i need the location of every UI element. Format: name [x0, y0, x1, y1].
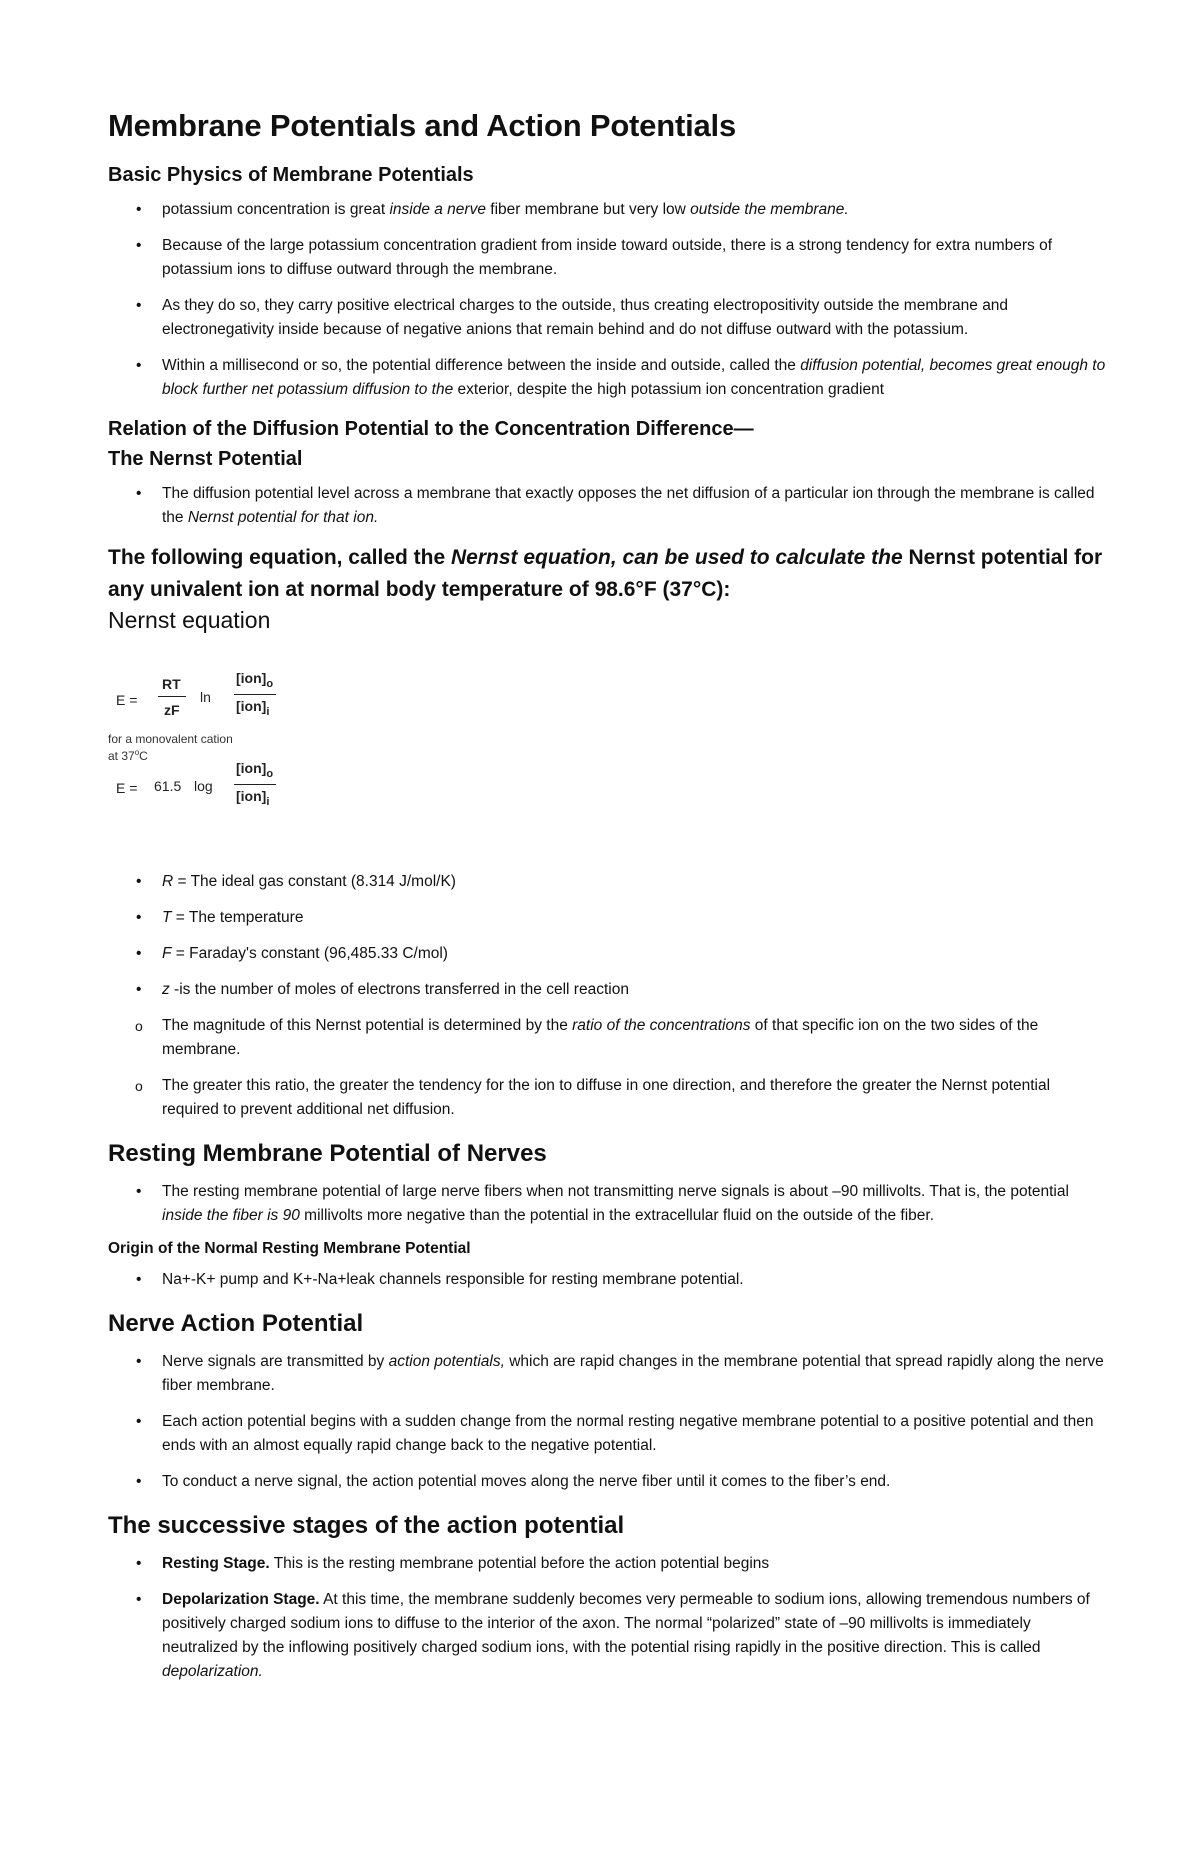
equation-e-label: E = [116, 692, 138, 708]
bullet-marker: • [136, 1183, 142, 1200]
section-heading-basic-physics: Basic Physics of Membrane Potentials [108, 164, 474, 186]
list-item: • R = The ideal gas constant (8.314 J/mol/K) [108, 870, 1108, 894]
list-item: • Depolarization Stage. At this time, the membrane suddenly becomes very permeable to sodium ions, allowing tremendous numbers of positively charged sodium ions to diffuse to the interior of the axon. The normal “polarized” state of –90 millivolts is immediately neutralized by the inflowing positively charged sodium ions, with the potential rising rapidly in the positive direction. This is called depolarization. [108, 1588, 1108, 1684]
bullet-marker: • [136, 1591, 142, 1608]
bullet-marker: • [136, 237, 142, 254]
list-item: • T = The temperature [108, 906, 1108, 930]
bullet-marker: • [136, 1353, 142, 1370]
equation-numerator-rt: RT [162, 676, 181, 692]
variable-definitions [108, 870, 1108, 1122]
bullet-list-origin [108, 1268, 1108, 1292]
equation-ion-outside: $[ion]_o$ [236, 670, 274, 690]
list-item: • To conduct a nerve signal, the action potential moves along the nerve fiber until it comes to the fiber’s end. [108, 1470, 1108, 1494]
list-item: • Each action potential begins with a sudden change from the normal resting negative membrane potential to a positive potential and then ends with an almost equally rapid change back to the negative potential. [108, 1410, 1108, 1458]
fraction-bar [234, 784, 276, 785]
document-title: Membrane Potentials and Action Potentials [108, 108, 736, 143]
list-item: o The magnitude of this Nernst potential is determined by the ratio of the concentrations of that specific ion on the two sides of the membrane. [108, 1014, 1108, 1062]
equation-ion-outside: $[ion]_o$ [236, 760, 274, 780]
circle-bullet-marker: o [135, 1078, 143, 1094]
list-item: • potassium concentration is great inside a nerve fiber membrane but very low outside the membrane. [108, 198, 1108, 222]
bullet-marker: • [136, 1473, 142, 1490]
section-heading-nernst: Relation of the Diffusion Potential to the Concentration Difference— The Nernst Potential [108, 418, 754, 470]
fraction-bar [234, 694, 276, 695]
bullet-list-stages [108, 1552, 1108, 1684]
equation-ln: ln [200, 689, 211, 705]
bullet-marker: • [136, 873, 142, 890]
bullet-list-resting [108, 1180, 1108, 1228]
bullet-marker: • [136, 945, 142, 962]
bullet-marker: • [136, 485, 142, 502]
equation-denominator-zf: zF [164, 702, 180, 718]
list-item: • The diffusion potential level across a membrane that exactly opposes the net diffusion of a particular ion through the membrane is called the Nernst potential for that ion. [108, 482, 1108, 530]
bullet-marker: • [136, 1413, 142, 1430]
section-heading-resting: Resting Membrane Potential of Nerves [108, 1140, 547, 1167]
bullet-list-action-potential [108, 1350, 1108, 1494]
equation-ion-inside: $[ion]_i$ [236, 788, 270, 808]
list-item: o The greater this ratio, the greater the tendency for the ion to diffuse in one direction, and therefore the greater the Nernst potential required to prevent additional net diffusion. [108, 1074, 1108, 1122]
equation-note-line2: at 37$^o$C [108, 748, 148, 763]
bullet-marker: • [136, 1271, 142, 1288]
bullet-marker: • [136, 909, 142, 926]
list-item: • As they do so, they carry positive electrical charges to the outside, thus creating electropositivity outside the membrane and electronegativity inside because of negative anions that remain behind and do not diffuse outward with the potassium. [108, 294, 1108, 342]
equation-intro: The following equation, called the Nernst equation, can be used to calculate the Nernst potential for any univalent ion at normal body temperature of 98.6°F (37°C): [108, 546, 1103, 601]
section-heading-action-potential: Nerve Action Potential [108, 1310, 364, 1337]
circle-bullet-marker: o [135, 1018, 143, 1034]
list-item: • Resting Stage. This is the resting membrane potential before the action potential begins [108, 1552, 1108, 1576]
document-page [108, 108, 1108, 1696]
bullet-marker: • [136, 297, 142, 314]
subheading-origin-resting: Origin of the Normal Resting Membrane Potential [108, 1240, 471, 1257]
equation-ion-inside: $[ion]_i$ [236, 698, 270, 718]
list-item: • Because of the large potassium concentration gradient from inside toward outside, there is a strong tendency for extra numbers of potassium ions to diffuse outward through the membrane. [108, 234, 1108, 282]
fraction-bar [158, 696, 186, 697]
list-item: • Nerve signals are transmitted by action potentials, which are rapid changes in the membrane potential that spread rapidly along the nerve fiber membrane. [108, 1350, 1108, 1398]
equation-note-line1: for a monovalent cation [108, 732, 233, 746]
bullet-marker: • [136, 1555, 142, 1572]
list-item: • Na+-K+ pump and K+-Na+leak channels responsible for resting membrane potential. [108, 1268, 1108, 1292]
section-heading-stages: The successive stages of the action potential [108, 1512, 625, 1539]
bullet-list-nernst [108, 482, 1108, 530]
equation-log: log [194, 778, 213, 794]
list-item: • z -is the number of moles of electrons transferred in the cell reaction [108, 978, 1108, 1002]
nernst-equation-figure [108, 652, 1108, 852]
equation-e-label: E = [116, 780, 138, 796]
equation-subtitle: Nernst equation [108, 607, 271, 633]
list-item: • F = Faraday's constant (96,485.33 C/mol) [108, 942, 1108, 966]
bullet-marker: • [136, 201, 142, 218]
bullet-marker: • [136, 981, 142, 998]
list-item: • Within a millisecond or so, the potential difference between the inside and outside, called the diffusion potential, becomes great enough to block further net potassium diffusion to the exterior, despite the high potassium ion concentration gradient [108, 354, 1108, 402]
equation-constant: 61.5 [154, 778, 182, 794]
bullet-marker: • [136, 357, 142, 374]
bullet-list-basic-physics [108, 198, 1108, 402]
list-item: • The resting membrane potential of large nerve fibers when not transmitting nerve signals is about –90 millivolts. That is, the potential inside the fiber is 90 millivolts more negative than the potential in the extracellular fluid on the outside of the fiber. [108, 1180, 1108, 1228]
